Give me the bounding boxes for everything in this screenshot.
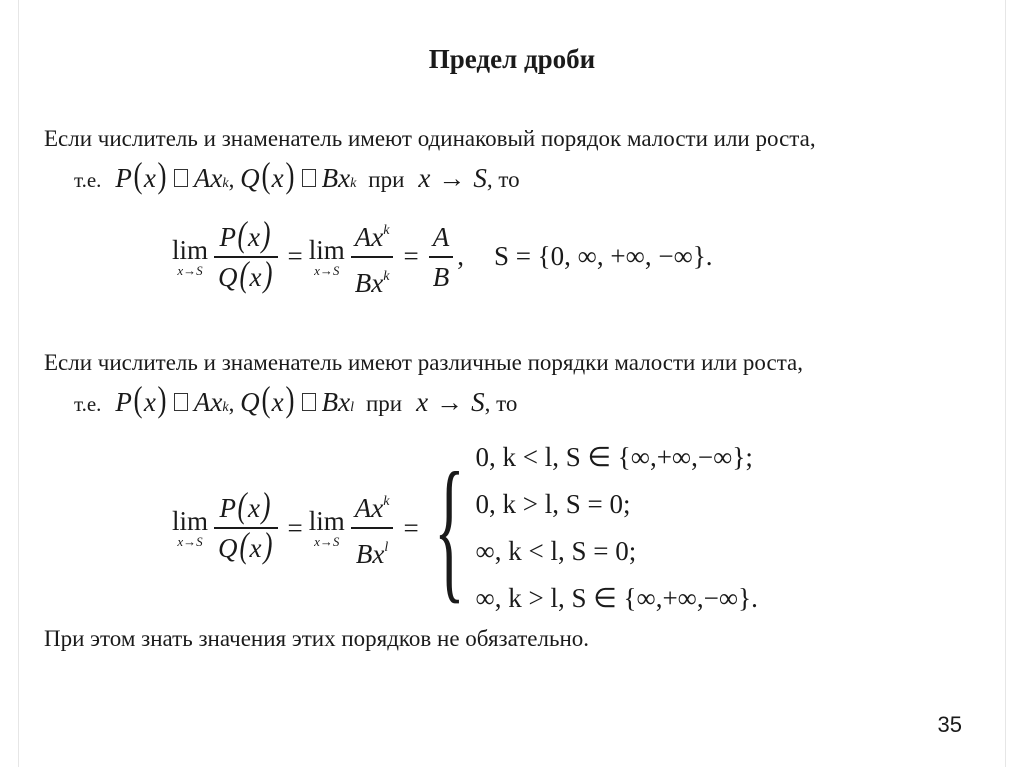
- paragraph-same-order: [44, 124, 994, 199]
- slide-left-border: [18, 0, 19, 767]
- formula-same-order: lim x→S $\frac{P(x)}{Q(x)}$ = lim x→S $\frac{Ax^k}{Bx^k}$ = $\frac{A}{B}$ , S = {0, ∞, +∞, −∞}.: [172, 214, 713, 298]
- paragraph-different-order: [44, 348, 994, 423]
- te-label: т.е.: [74, 168, 102, 192]
- page-number: 35: [937, 712, 962, 737]
- paragraph-line: Если числитель и знаменатель имеют одинаковый порядок малости или роста,: [44, 126, 816, 151]
- case-row: ∞, k > l, S ∈ {∞,+∞,−∞}.: [475, 583, 758, 613]
- case-row: ∞, k < l, S = 0;: [475, 536, 637, 566]
- paragraph-condition-line: т.е. P ( x ) Ax $_k$ , Q ( x ) Bx $_l$ при x → S , то: [74, 379, 518, 419]
- left-brace: {: [433, 439, 465, 617]
- paragraph-line: Если числитель и знаменатель имеют различные порядки малости или роста,: [44, 350, 803, 375]
- slide-right-border: [1005, 0, 1006, 767]
- paragraph-condition-line: т.е. P ( x ) Ax $_k$ , Q ( x ) Bx $_k$ при x → S , то: [74, 155, 520, 195]
- case-row: 0, k < l, S ∈ {∞,+∞,−∞};: [475, 442, 753, 472]
- not-equivalent-glyph: [174, 393, 188, 411]
- equivalence-glyph: [302, 393, 316, 411]
- equivalence-glyph: [174, 169, 188, 187]
- set-expression: S = {0, ∞, +∞, −∞}.: [493, 241, 713, 272]
- equivalence-glyph: [302, 169, 316, 187]
- case-row: 0, k > l, S = 0;: [475, 489, 631, 519]
- piecewise-cases: [475, 434, 757, 622]
- slide-title: Предел дроби: [428, 44, 596, 74]
- formula-different-order: lim x→S $\frac{P(x)}{Q(x)}$ = lim x→S $\frac{Ax^k}{Bx^l}$ = { 0, k < l, S ∈ {∞,+∞,−∞}; 0, k > l, S = 0; ∞, k < l, S = 0; ∞, k > l, S ∈ {∞,+∞,−∞}.: [172, 434, 758, 622]
- footer-note: При этом знать значения этих порядков не обязательно.: [44, 626, 590, 651]
- te-label: т.е.: [74, 392, 102, 416]
